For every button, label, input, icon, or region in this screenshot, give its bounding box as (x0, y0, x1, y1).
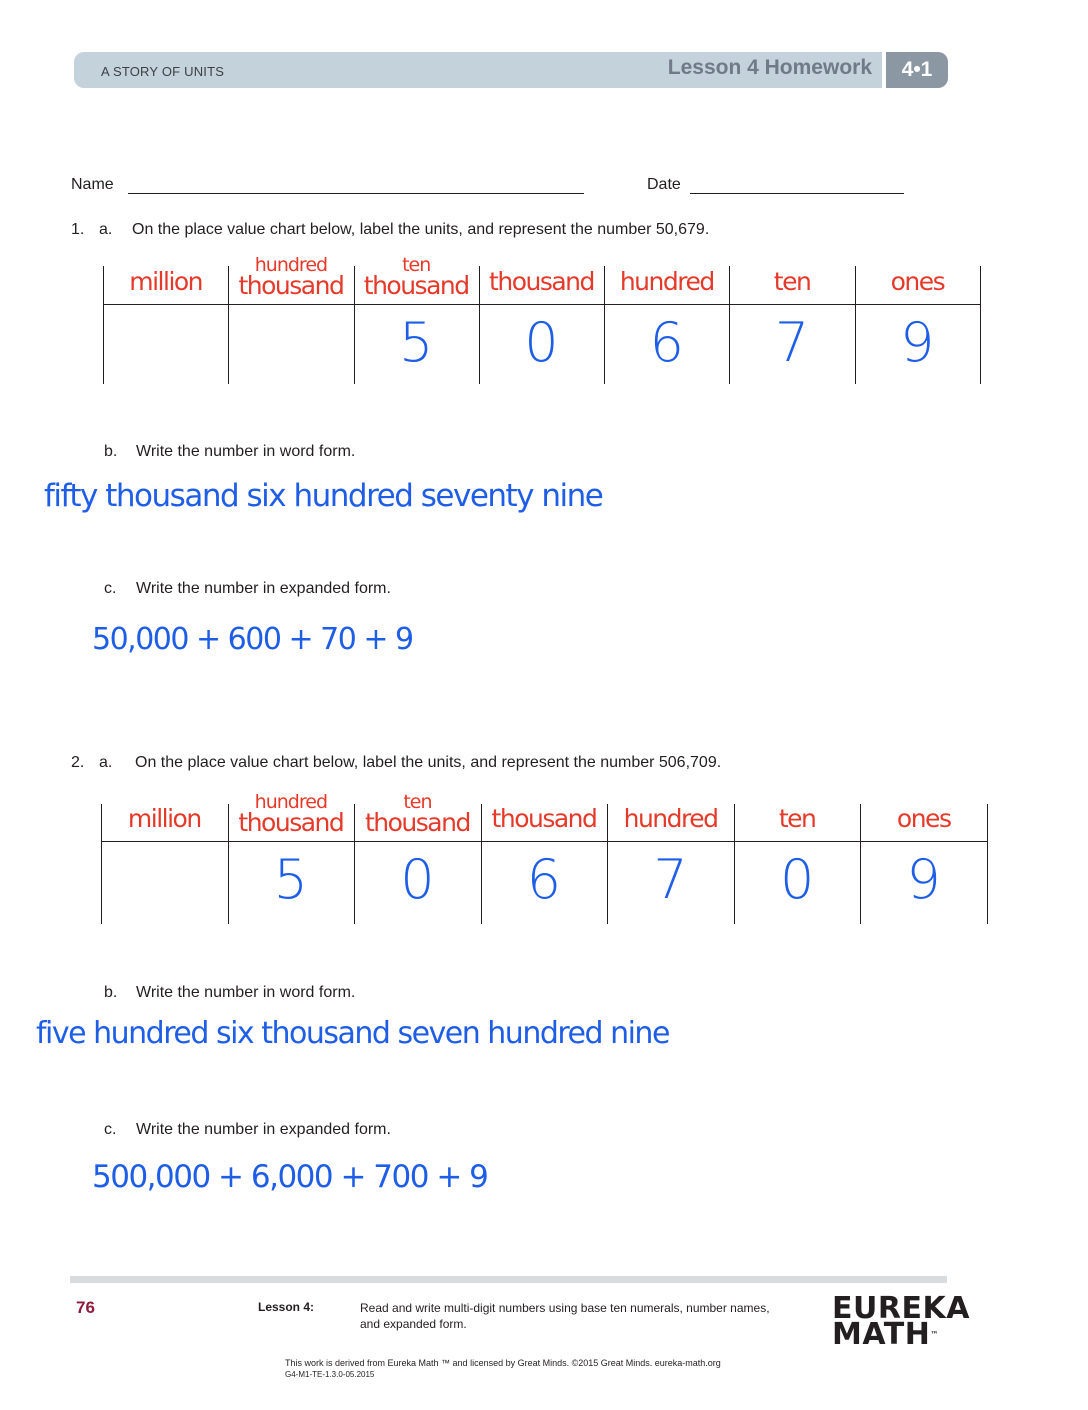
digit-cell[interactable] (228, 841, 355, 924)
chart-column-divider (980, 266, 981, 384)
problem-1c-prompt: Write the number in expanded form. (136, 580, 391, 597)
problem-1a-prompt: On the place value chart below, label the units, and represent the number 50,679. (132, 221, 710, 238)
unit-label-main: thousand (491, 804, 597, 833)
digit-value: 7 (653, 848, 688, 911)
problem-2-number: 2. (71, 754, 85, 771)
unit-label-cell (855, 266, 980, 304)
unit-label-main: million (127, 804, 201, 833)
problem-1c-letter: c. (104, 580, 117, 597)
unit-label-cell (228, 791, 355, 841)
unit-label (860, 806, 987, 831)
chart-column-divider (987, 804, 988, 924)
footer-code: G4-M1-TE-1.3.0-05.2015 (285, 1370, 375, 1379)
digit-cell[interactable] (729, 304, 854, 384)
problem-2b-letter: b. (104, 984, 118, 1001)
problem-1a-letter: a. (99, 221, 113, 238)
problem-1-number: 1. (71, 221, 85, 238)
unit-label-cell (228, 254, 353, 304)
grade-module-badge: 4•1 (886, 52, 948, 88)
digit-value: 0 (779, 848, 815, 911)
digit-cell[interactable] (860, 841, 987, 924)
unit-label-main: million (129, 267, 203, 296)
digit-value: 5 (273, 848, 309, 911)
logo-line-2: MATH (832, 1317, 931, 1352)
unit-label (354, 793, 481, 835)
digit-cell[interactable] (354, 304, 479, 384)
unit-label-main: thousand (238, 271, 344, 300)
unit-label-cell (607, 804, 734, 841)
problem-1b-prompt: Write the number in word form. (136, 443, 356, 460)
problem-2b-prompt: Write the number in word form. (136, 984, 356, 1001)
unit-label-cell (481, 804, 608, 841)
logo-line-1: EUREKA (832, 1291, 970, 1326)
unit-label-main: ones (896, 804, 951, 833)
unit-label-cell (354, 254, 479, 304)
unit-label-cell (729, 266, 854, 304)
problem-1b-letter: b. (104, 443, 118, 460)
unit-label (228, 256, 353, 298)
place-value-chart-1 (103, 254, 980, 384)
digit-cell[interactable] (604, 304, 729, 384)
unit-label-top: hundred (254, 791, 328, 813)
unit-label (604, 269, 729, 294)
footer-lesson-description: Read and write multi-digit numbers using base ten numerals, number names, and expanded form. (360, 1301, 770, 1331)
unit-label-main: thousand (238, 808, 344, 837)
name-field[interactable] (128, 193, 584, 194)
unit-label (101, 806, 228, 831)
unit-label-main: thousand (364, 808, 470, 837)
unit-label (228, 793, 355, 835)
digit-value: 9 (906, 848, 941, 911)
digit-value: 9 (900, 311, 935, 374)
digit-cell[interactable] (479, 304, 604, 384)
problem-1b-answer[interactable]: fifty thousand six hundred seventy nine (44, 478, 603, 514)
problem-2c-letter: c. (104, 1121, 117, 1138)
unit-label-top: ten (402, 254, 431, 276)
problem-2c-answer[interactable]: 500,000 + 6,000 + 700 + 9 (92, 1159, 488, 1195)
series-title: A STORY OF UNITS (101, 64, 225, 79)
unit-label (354, 256, 479, 298)
unit-label (729, 269, 854, 294)
unit-label-main: hundred (623, 804, 718, 833)
problem-2a-prompt: On the place value chart below, label the units, and represent the number 506,709. (135, 754, 722, 771)
digit-cell[interactable] (734, 841, 861, 924)
date-label: Date (647, 176, 681, 193)
page-number: 76 (76, 1298, 95, 1317)
digit-value: 6 (649, 311, 684, 374)
problem-1c-answer[interactable]: 50,000 + 600 + 70 + 9 (92, 622, 413, 657)
footer-lesson-label: Lesson 4: (258, 1300, 315, 1314)
unit-label (103, 269, 228, 294)
digit-value: 5 (399, 311, 434, 374)
unit-label-main: ten (773, 267, 811, 296)
name-label: Name (71, 176, 114, 193)
unit-label-top: hundred (254, 254, 328, 276)
lesson-title: Lesson 4 Homework (667, 56, 872, 79)
digit-value: 0 (400, 848, 435, 911)
unit-label-main: ones (890, 267, 945, 296)
unit-label-cell (604, 266, 729, 304)
unit-label (607, 806, 734, 831)
unit-label-top: ten (403, 791, 432, 813)
digit-value: 0 (524, 311, 559, 374)
digit-cell[interactable] (103, 304, 228, 384)
logo-trademark: ™ (930, 1330, 939, 1339)
unit-label (855, 269, 980, 294)
digit-value: 6 (526, 848, 562, 911)
digit-cell[interactable] (354, 841, 481, 924)
footer-divider (70, 1276, 947, 1283)
unit-label (479, 269, 604, 294)
unit-label (734, 806, 861, 831)
digit-cell[interactable] (101, 841, 228, 924)
unit-label-cell (354, 791, 481, 841)
unit-label-cell (734, 804, 861, 841)
problem-2b-answer[interactable]: five hundred six thousand seven hundred nine (36, 1016, 669, 1051)
digit-value: 7 (774, 311, 810, 374)
unit-label-cell (479, 266, 604, 304)
digit-cell[interactable] (228, 304, 353, 384)
unit-label-main: ten (778, 804, 816, 833)
digit-cell[interactable] (855, 304, 980, 384)
place-value-chart-2 (101, 791, 987, 924)
unit-label-cell (103, 266, 228, 304)
problem-2c-prompt: Write the number in expanded form. (136, 1121, 391, 1138)
unit-label-cell (860, 804, 987, 841)
digit-cell[interactable] (607, 841, 734, 924)
date-field[interactable] (690, 193, 904, 194)
unit-label-main: hundred (619, 267, 714, 296)
unit-label-main: thousand (363, 271, 469, 300)
problem-2a-letter: a. (99, 754, 113, 771)
unit-label-main: thousand (489, 267, 594, 296)
footer-credit: This work is derived from Eureka Math ™ and licensed by Great Minds. ©2015 Great Minds. eureka-math.org (285, 1358, 721, 1368)
eureka-math-logo (832, 1291, 970, 1352)
digit-cell[interactable] (481, 841, 608, 924)
unit-label (481, 806, 608, 831)
unit-label-cell (101, 804, 228, 841)
